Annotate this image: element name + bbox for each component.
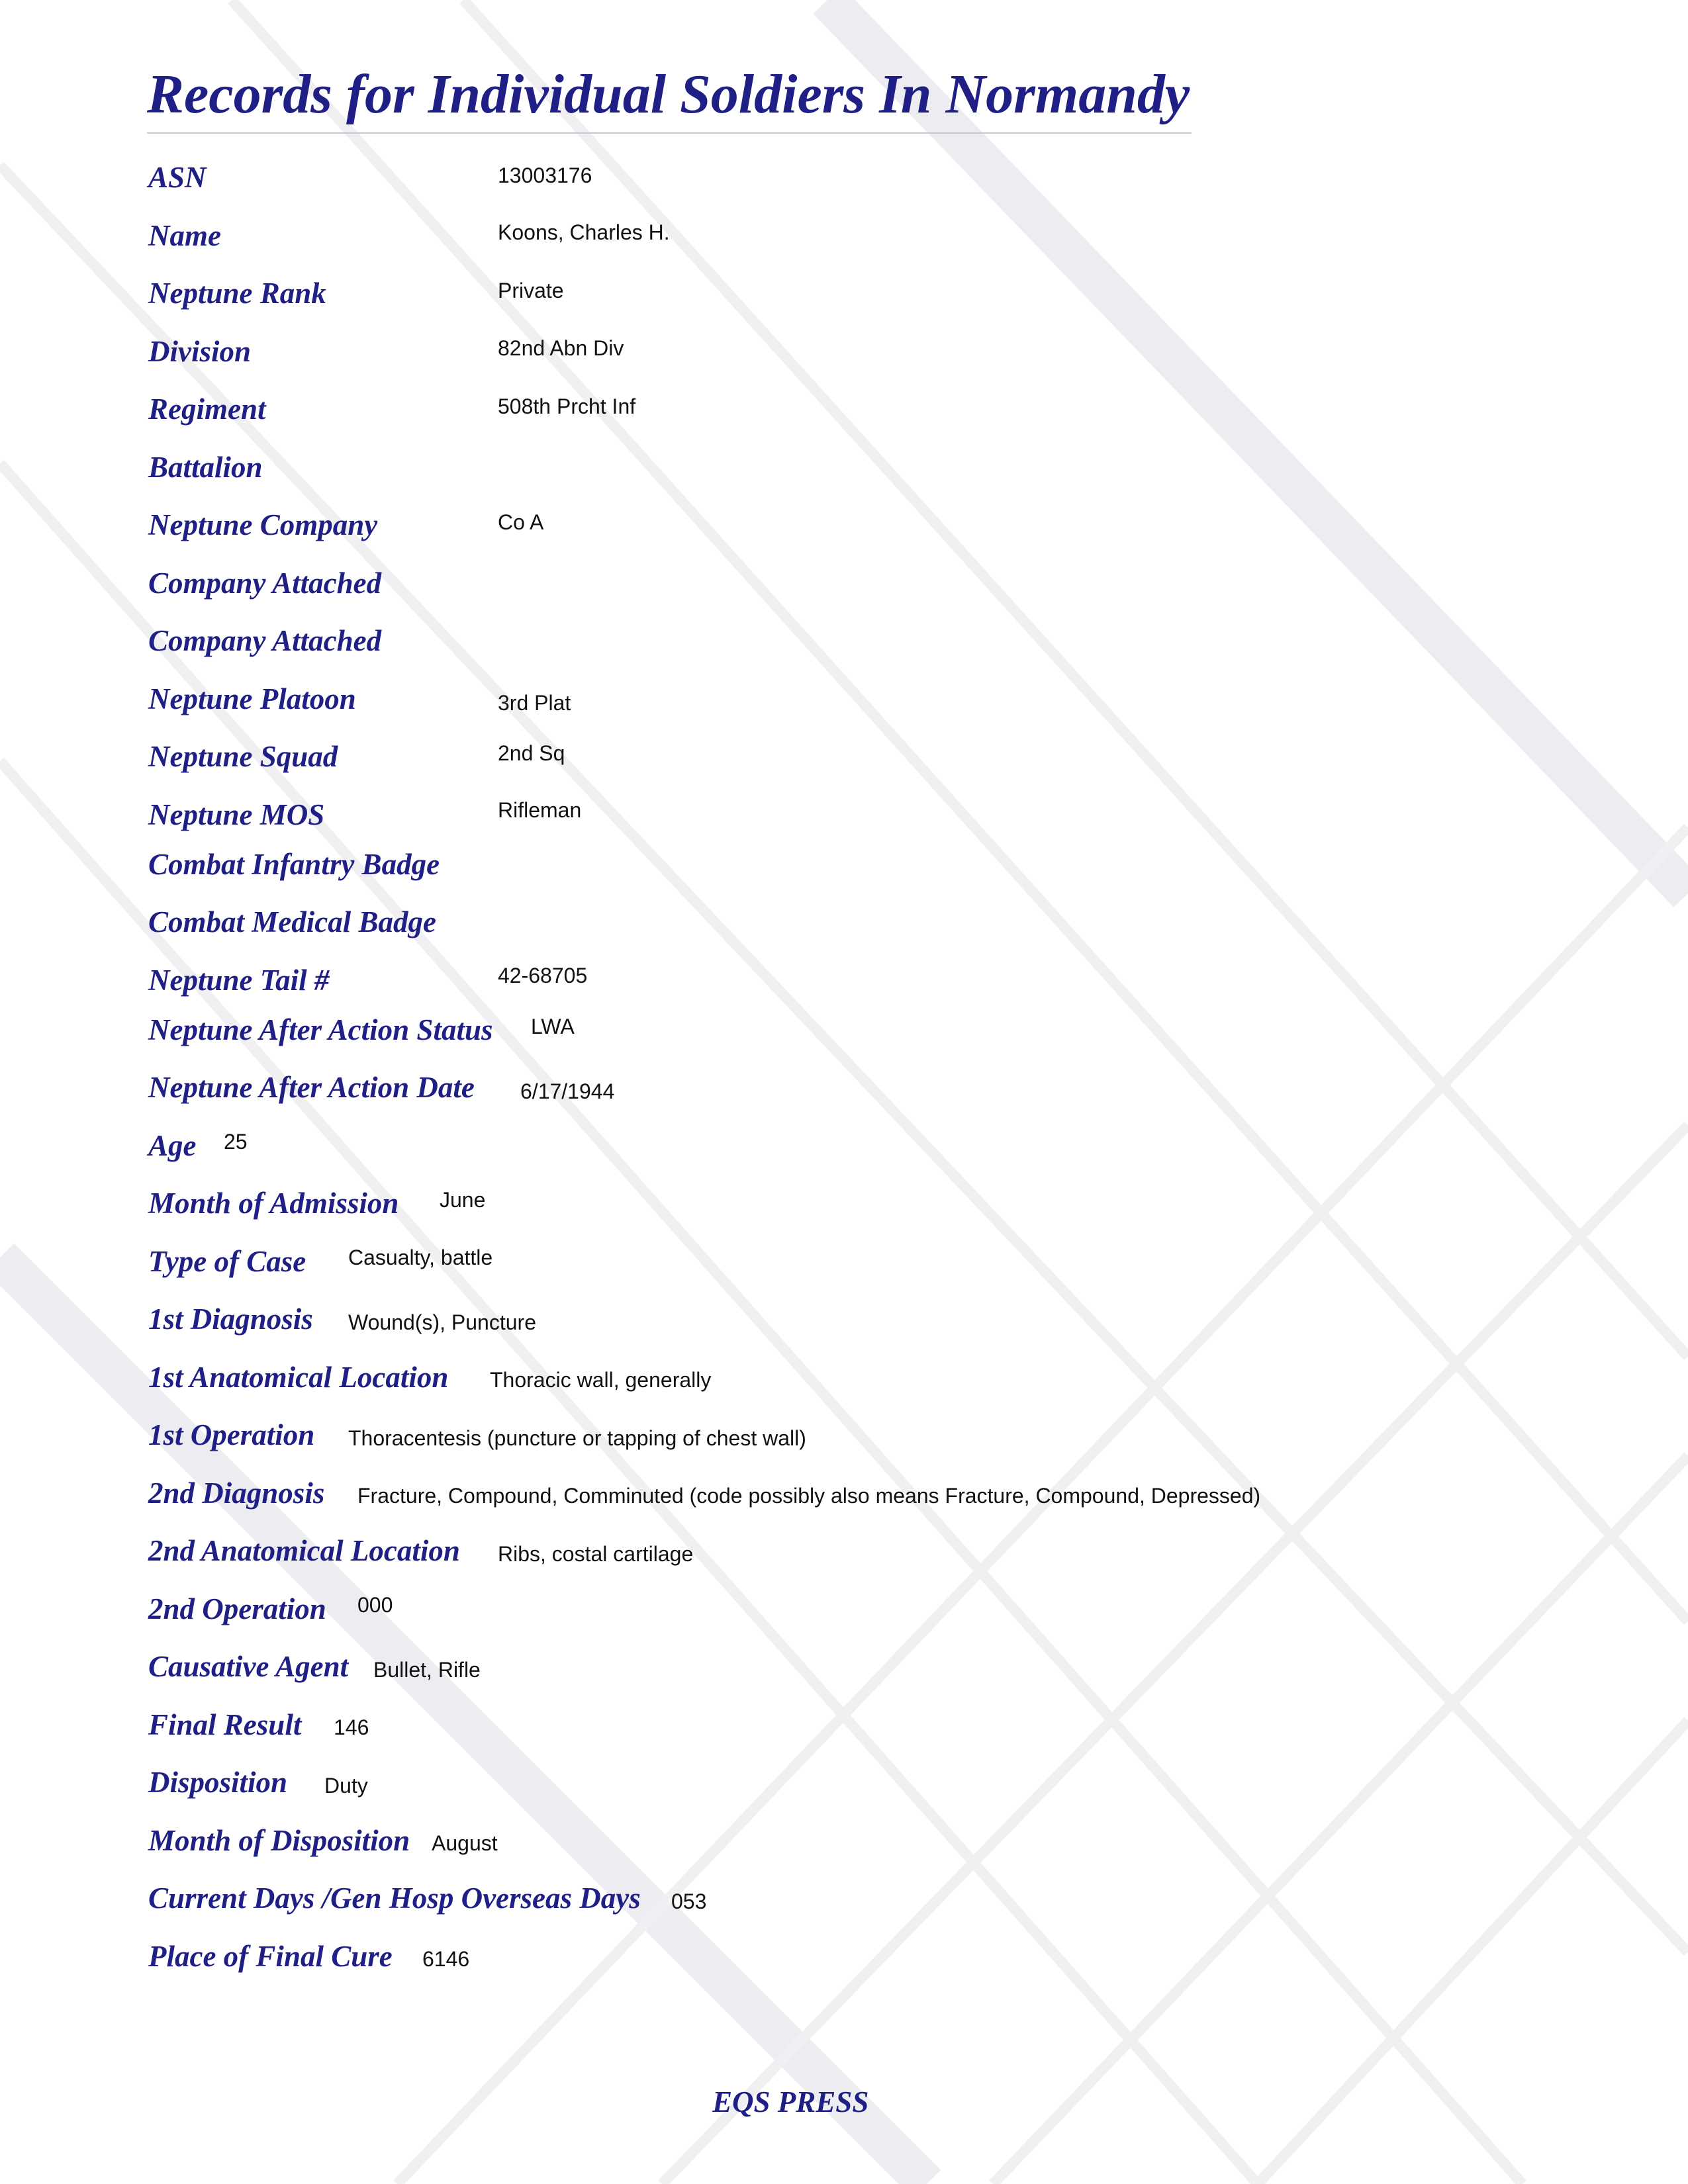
anatomical-location-1-value: Thoracic wall, generally xyxy=(490,1368,712,1392)
regiment-label: Regiment xyxy=(148,392,266,426)
after-action-date-label: Neptune After Action Date xyxy=(148,1071,475,1104)
after-action-status-label: Neptune After Action Status xyxy=(148,1013,493,1046)
operation-2-label: 2nd Operation xyxy=(148,1592,326,1625)
final-result-label: Final Result xyxy=(148,1708,302,1741)
neptune-rank-value: Private xyxy=(498,279,564,302)
place-of-final-cure-value: 6146 xyxy=(422,1947,470,1971)
operation-1-value: Thoracentesis (puncture or tapping of chest wall) xyxy=(348,1426,806,1450)
month-of-admission-value: June xyxy=(440,1188,486,1212)
regiment-value: 508th Prcht Inf xyxy=(498,394,636,418)
neptune-company-label: Neptune Company xyxy=(148,508,378,541)
diagnosis-2-label: 2nd Diagnosis xyxy=(148,1477,325,1510)
name-label: Name xyxy=(148,219,221,252)
age-label: Age xyxy=(148,1129,197,1162)
neptune-mos-label: Neptune MOS xyxy=(148,798,325,831)
anatomical-location-2-label: 2nd Anatomical Location xyxy=(148,1534,460,1567)
division-value: 82nd Abn Div xyxy=(498,336,624,360)
neptune-platoon-label: Neptune Platoon xyxy=(148,682,356,715)
combat-infantry-badge-label: Combat Infantry Badge xyxy=(148,848,440,881)
neptune-platoon-value: 3rd Plat xyxy=(498,691,571,715)
name-value: Koons, Charles H. xyxy=(498,220,670,244)
neptune-company-value: Co A xyxy=(498,510,544,534)
month-of-admission-label: Month of Admission xyxy=(148,1187,399,1220)
disposition-value: Duty xyxy=(324,1774,368,1797)
battalion-label: Battalion xyxy=(148,451,263,484)
neptune-squad-value: 2nd Sq xyxy=(498,741,565,765)
neptune-tail-value: 42-68705 xyxy=(498,964,588,987)
title-divider xyxy=(147,132,1192,134)
neptune-tail-label: Neptune Tail # xyxy=(148,964,330,997)
type-of-case-value: Casualty, battle xyxy=(348,1246,493,1269)
operation-1-label: 1st Operation xyxy=(148,1418,315,1451)
causative-agent-label: Causative Agent xyxy=(148,1650,349,1683)
asn-label: ASN xyxy=(148,161,207,194)
after-action-date-value: 6/17/1944 xyxy=(520,1079,615,1103)
diagnosis-1-value: Wound(s), Puncture xyxy=(348,1310,536,1334)
month-of-disposition-value: August xyxy=(432,1831,498,1855)
causative-agent-value: Bullet, Rifle xyxy=(373,1658,481,1682)
footer-publisher: EQS PRESS xyxy=(712,2085,869,2118)
current-days-label: Current Days /Gen Hosp Overseas Days xyxy=(148,1882,641,1915)
anatomical-location-1-label: 1st Anatomical Location xyxy=(148,1361,449,1394)
diagnosis-1-label: 1st Diagnosis xyxy=(148,1302,313,1336)
final-result-value: 146 xyxy=(334,1715,369,1739)
current-days-value: 053 xyxy=(671,1889,707,1913)
type-of-case-label: Type of Case xyxy=(148,1245,306,1278)
division-label: Division xyxy=(148,335,252,368)
neptune-mos-value: Rifleman xyxy=(498,798,582,822)
asn-value: 13003176 xyxy=(498,163,592,187)
operation-2-value: 000 xyxy=(357,1593,393,1617)
neptune-squad-label: Neptune Squad xyxy=(148,740,338,773)
diagnosis-2-value: Fracture, Compound, Comminuted (code possibly also means Fracture, Compound, Depressed) xyxy=(357,1484,1261,1508)
after-action-status-value: LWA xyxy=(531,1015,575,1038)
month-of-disposition-label: Month of Disposition xyxy=(148,1824,410,1857)
page-title: Records for Individual Soldiers In Normandy xyxy=(147,64,1190,125)
place-of-final-cure-label: Place of Final Cure xyxy=(148,1940,393,1973)
neptune-rank-label: Neptune Rank xyxy=(148,277,326,310)
combat-medical-badge-label: Combat Medical Badge xyxy=(148,905,436,938)
disposition-label: Disposition xyxy=(148,1766,288,1799)
company-attached-label: Company Attached xyxy=(148,567,382,600)
company-attached-label: Company Attached xyxy=(148,624,382,657)
age-value: 25 xyxy=(224,1130,248,1154)
anatomical-location-2-value: Ribs, costal cartilage xyxy=(498,1542,694,1566)
